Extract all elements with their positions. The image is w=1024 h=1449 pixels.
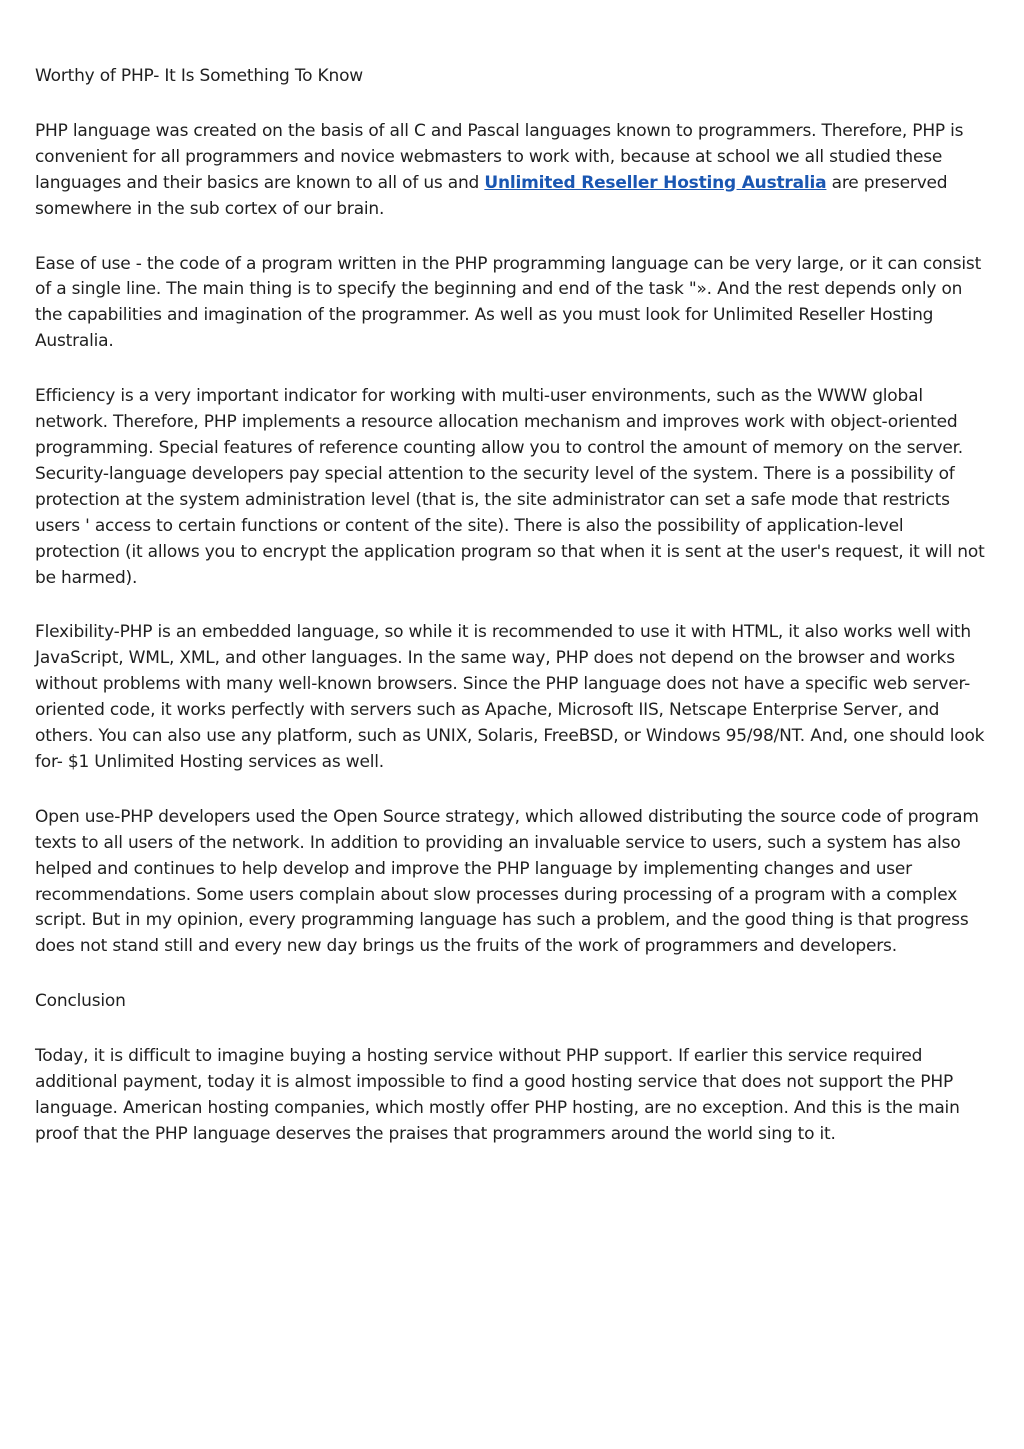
paragraph-ease-of-use: Ease of use - the code of a program written in the PHP programming language can be very large, or it can consist of a single line. The main thing is to specify the beginning and end of the task "». And the rest depends only on the capabilities and imagination of the programmer. As well as you must look for Unlimited Reseller Hosting Australia.: [35, 253, 982, 352]
paragraph-text: PHP language was created on the basis of all C and Pascal languages known to programmers. Therefore, PHP is convenient for all programmers and novice webmasters to work with, because at school we all studied these languages and their basics are known to all of us and: [35, 120, 964, 193]
paragraph-text: are preserved somewhere in the sub cortex of our brain.: [35, 172, 948, 219]
paragraph-flexibility: Flexibility-PHP is an embedded language, so while it is recommended to use it with HTML, it also works well with JavaScript, WML, XML, and other languages. In the same way, PHP does not depend on the browser and works without problems with many well-known browsers. Since the PHP language does not have a specific web server-oriented code, it works perfectly with servers such as Apache, Microsoft IIS, Netscape Enterprise Server, and others. You can also use any platform, such as UNIX, Solaris, FreeBSD, or Windows 95/98/NT. And, one should look for- $1 Unlimited Hosting services as well.: [35, 622, 985, 772]
paragraph-conclusion: Today, it is difficult to imagine buying a hosting service without PHP support. If earlier this service required additional payment, today it is almost impossible to find a good hosting service that does not support the PHP language. American hosting companies, which mostly offer PHP hosting, are no exception. And this is the main proof that the PHP language deserves the praises that programmers around the world sing to it.: [35, 1046, 960, 1144]
paragraph-open-use: Open use-PHP developers used the Open Source strategy, which allowed distributing the source code of program texts to all users of the network. In addition to providing an invaluable service to users, such a system has also helped and continues to help develop and improve the PHP language by implementing changes and user recommendations. Some users complain about slow processes during processing of a program with a complex script. But in my opinion, every programming language has such a problem, and the good thing is that progress does not stand still and every new day brings us the fruits of the work of programmers and developers.: [35, 806, 979, 957]
conclusion-heading: Conclusion: [35, 991, 126, 1012]
unlimited-reseller-hosting-link[interactable]: Unlimited Reseller Hosting Australia: [484, 172, 827, 193]
document-title: Worthy of PHP- It Is Something To Know: [35, 66, 363, 86]
paragraph-php-origins: [35, 119, 990, 223]
paragraph-efficiency: Efficiency is a very important indicator for working with multi-user environments, such as the WWW global network. Therefore, PHP implements a resource allocation mechanism and improves work with object-oriented programming. Special features of reference counting allow you to control the amount of memory on the server. Security-language developers pay special attention to the security level of the system. There is a possibility of protection at the system administration level (that is, the site administrator can set a safe mode that restricts users ' access to certain functions or content of the site). There is also the possibility of application-level protection (it allows you to encrypt the application program so that when it is sent at the user's request, it will not be harmed).: [35, 386, 985, 588]
document-body: [35, 64, 990, 1177]
